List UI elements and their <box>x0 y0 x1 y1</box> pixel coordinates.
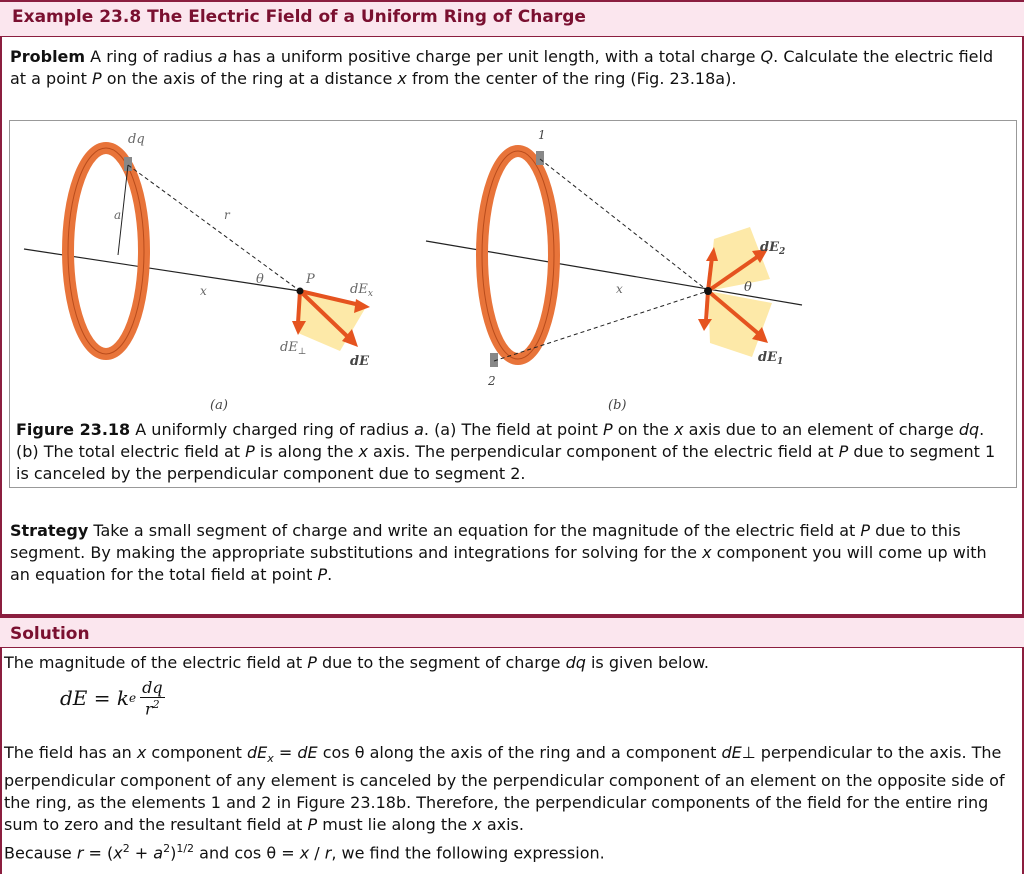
caption-var: a <box>414 420 424 439</box>
eq-denominator: $r^2$ <box>145 698 160 719</box>
figure-caption <box>16 419 1011 485</box>
solution-text: The magnitude of the electric field at <box>4 653 308 672</box>
solution-text: and cos θ = <box>194 843 300 863</box>
solution-header: Solution <box>0 616 1024 648</box>
solution-var: dE <box>297 743 318 762</box>
label-a: a <box>114 208 122 222</box>
solution-var: r <box>324 843 332 863</box>
label-dE1: $dE_1$ <box>758 350 784 367</box>
label-dE2: $dE_2$ <box>760 240 786 257</box>
eq-fraction <box>140 678 164 718</box>
solution-text: axis. <box>481 815 524 835</box>
solution-text: cos θ along the axis of the ring and a component <box>317 743 722 762</box>
var-x: x <box>397 69 407 88</box>
problem-paragraph <box>10 46 1010 90</box>
ring-b-edge <box>482 151 554 359</box>
solution-var: x <box>113 843 123 863</box>
solution-var: x <box>472 815 482 835</box>
caption-text: axis due to an element of charge <box>683 420 959 439</box>
solution-text: + <box>129 843 154 863</box>
strategy-label: Strategy <box>10 521 89 540</box>
strategy-var: P <box>317 565 328 584</box>
line-to-segment-1 <box>540 159 708 291</box>
solution-text: component <box>146 743 248 762</box>
caption-var: dq <box>958 420 980 439</box>
caption-text: due to segment 1 is canceled by the perpendicular component due to segment 2. <box>16 442 996 483</box>
caption-label: Figure 23.18 <box>16 420 131 439</box>
dEperp-arrow <box>298 291 300 323</box>
caption-text: is along the <box>254 442 359 461</box>
perp-down-arrow <box>706 291 708 321</box>
label-theta-b: θ <box>744 280 752 295</box>
label-r: r <box>224 208 230 222</box>
label-x-b: x <box>616 282 623 296</box>
exponent: 2 <box>163 842 171 855</box>
caption-text: . (b) The total electric field at <box>16 420 985 461</box>
strategy-text: due to this segment. By making the appropriate substitutions and integrations for solving for the <box>10 521 961 562</box>
problem-text: from the center of the ring (Fig. 23.18a). <box>406 69 737 88</box>
solution-text: Because <box>4 843 77 863</box>
problem-text: A ring of radius <box>85 47 218 66</box>
label-theta-a: θ <box>256 272 264 287</box>
solution-paragraph-2 <box>4 742 1016 836</box>
var-Q: Q <box>760 47 774 66</box>
solution-var: P <box>307 653 317 672</box>
var-a: a <box>217 47 228 66</box>
solution-text: due to the segment of charge <box>316 653 566 672</box>
solution-var: dE⊥ <box>721 743 756 762</box>
solution-var: x <box>299 843 310 863</box>
panel-b-drawing <box>426 128 802 411</box>
label-segment-1: 1 <box>538 128 546 142</box>
label-dEx: $dE_x$ <box>350 282 373 299</box>
strategy-paragraph <box>10 520 1010 586</box>
solution-var: a <box>153 843 164 863</box>
caption-var: P <box>245 442 255 461</box>
exponent: 1/2 <box>176 842 195 855</box>
caption-var: x <box>358 442 368 461</box>
point-P-a <box>297 288 304 295</box>
strategy-var: P <box>860 521 871 540</box>
solution-text: perpendicular to the axis. The perpendicular component of any element is canceled by the perpendicular component of an element on the opposite side of the ring, as the elements 1 and 2 in Figure 23.18b. Therefore, the perpendicular components of the field for the entire ring sum to zero and the resultant field at <box>4 743 1005 835</box>
figure-illustration <box>10 121 1016 411</box>
panel-label-b: (b) <box>608 398 627 411</box>
solution-text: The field has an <box>4 743 137 762</box>
problem-text: . Calculate the electric field at a point <box>10 47 994 88</box>
panel-label-a: (a) <box>210 398 228 411</box>
solution-var: r <box>76 843 84 863</box>
caption-var: x <box>674 420 684 439</box>
solution-text: must lie along the <box>317 815 473 835</box>
ring-a <box>68 148 144 354</box>
eq-lhs: dE = k <box>60 686 129 711</box>
solution-text: is given below. <box>585 653 709 672</box>
equation-dE <box>60 678 165 718</box>
solution-text: / <box>309 843 325 863</box>
caption-text: axis. The perpendicular component of the electric field at <box>367 442 839 461</box>
solution-var: dq <box>565 653 586 672</box>
point-P-b <box>704 287 712 295</box>
solution-paragraph-3 <box>4 838 1004 864</box>
caption-text: on the <box>612 420 675 439</box>
caption-text: A uniformly charged ring of radius <box>130 420 415 439</box>
solution-text: = ( <box>83 843 114 863</box>
strategy-text: Take a small segment of charge and write an equation for the magnitude of the electric field at <box>88 521 861 540</box>
caption-var: P <box>838 442 849 461</box>
strategy-text: . <box>327 565 333 584</box>
solution-text: , we find the following expression. <box>331 843 605 863</box>
eq-subscript: e <box>129 691 137 706</box>
var-P: P <box>91 69 102 88</box>
label-segment-2: 2 <box>488 374 496 388</box>
problem-text: has a uniform positive charge per unit length, with a total charge <box>227 47 761 66</box>
label-P: P <box>306 272 315 287</box>
caption-text: . (a) The field at point <box>423 420 603 439</box>
strategy-var: x <box>702 543 712 562</box>
problem-label: Problem <box>10 47 86 66</box>
figure-23-18 <box>9 120 1017 488</box>
caption-var: P <box>602 420 613 439</box>
solution-var: x <box>136 743 147 762</box>
panel-a-drawing <box>24 132 373 411</box>
solution-var: P <box>307 815 318 835</box>
example-title: Example 23.8 The Electric Field of a Uniform Ring of Charge <box>0 0 1024 37</box>
segment-1-element <box>536 151 544 165</box>
solution-var: $dE_x$ <box>247 743 274 766</box>
solution-text: ) <box>170 843 177 863</box>
solution-intro <box>4 652 1004 674</box>
label-dq: dq <box>128 132 145 147</box>
label-dEperp: $dE_\perp$ <box>280 340 307 357</box>
exponent: 2 <box>122 842 130 855</box>
eq-numerator: dq <box>142 678 163 697</box>
strategy-text: component you will come up with an equation for the total field at point <box>10 543 987 584</box>
solution-text: = <box>273 743 298 762</box>
label-dE: dE <box>350 354 369 369</box>
problem-text: on the axis of the ring at a distance <box>101 69 398 88</box>
r-line <box>128 165 300 291</box>
label-x-a: x <box>200 284 207 298</box>
